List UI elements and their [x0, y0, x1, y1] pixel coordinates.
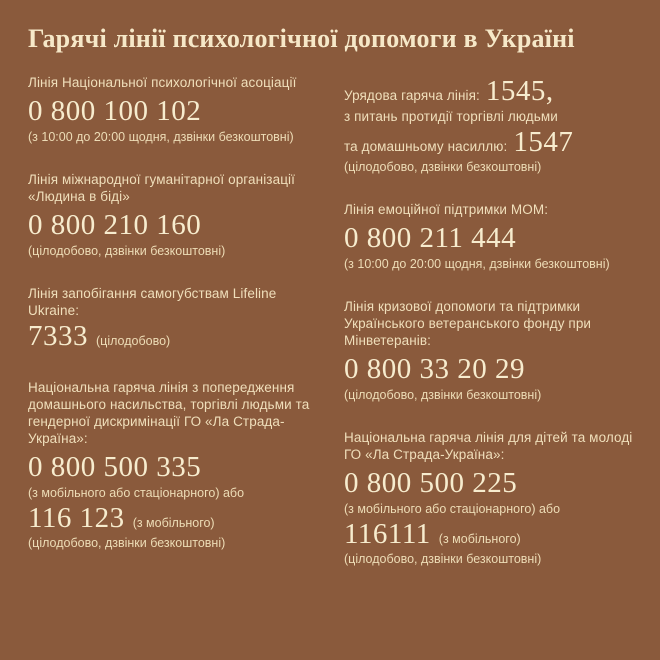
- hotline-note: (з мобільного або стаціонарного) або: [344, 502, 561, 516]
- hotline-number: 0 800 33 20 29: [344, 353, 525, 385]
- hotline-number: 7333: [28, 320, 88, 352]
- hotline-number: 0 800 500 335: [28, 451, 202, 483]
- hotline-note-secondary: (з мобільного): [132, 516, 215, 530]
- hotline-entry-government: [344, 74, 640, 175]
- hotline-entry-iom-emotional-support: [344, 201, 640, 272]
- hotline-note: (цілодобово, дзвінки безкоштовні): [344, 160, 542, 174]
- hotline-number: 1545,: [485, 75, 554, 107]
- hotline-number: 0 800 211 444: [344, 222, 517, 254]
- hotline-note: (з 10:00 до 20:00 щодня, дзвінки безкоштовні): [344, 257, 610, 271]
- hotline-note: (цілодобово): [96, 334, 171, 348]
- hotline-label: Лінія міжнародної гуманітарної організації «Людина в біді»: [28, 172, 295, 204]
- hotline-number: 0 800 500 225: [344, 467, 518, 499]
- hotline-note-secondary: (з мобільного): [438, 532, 521, 546]
- hotline-columns: [0, 74, 660, 593]
- hotline-label: Національна гаряча лінія з попередження домашнього насильства, торгівлі людьми та гендерної дискримінації ГО «Ла Страда-Україна»:: [28, 380, 310, 446]
- hotline-label: Лінія емоційної підтримки МОМ:: [344, 202, 549, 217]
- hotline-number: 0 800 210 160: [28, 209, 202, 241]
- hotline-note: (з 10:00 до 20:00 щодня, дзвінки безкоштовні): [28, 130, 294, 144]
- hotline-label: Лінія Національної психологічної асоціації: [28, 75, 297, 90]
- hotline-label: Урядова гаряча лінія:: [344, 88, 480, 103]
- hotline-note: (з мобільного або стаціонарного) або: [28, 486, 245, 500]
- left-column: [0, 74, 330, 593]
- right-column: [330, 74, 660, 593]
- hotline-note: (цілодобово, дзвінки безкоштовні): [28, 244, 226, 258]
- hotline-entry-people-in-need: [28, 171, 316, 259]
- hotline-label-secondary: з питань протидії торгівлі людьми: [344, 109, 558, 124]
- hotline-note: (цілодобово, дзвінки безкоштовні): [344, 388, 542, 402]
- hotline-entry-psych-association: [28, 74, 316, 145]
- hotline-label-tertiary: та домашньому насиллю:: [344, 139, 508, 154]
- page-title: Гарячі лінії психологічної допомоги в Україні: [28, 24, 575, 53]
- hotline-note-tertiary: (цілодобово, дзвінки безкоштовні): [344, 552, 542, 566]
- hotline-number: 0 800 100 102: [28, 95, 202, 127]
- hotline-number-secondary: 116 123: [28, 502, 125, 534]
- hotline-label: Лінія запобігання самогубствам Lifeline Ukraine:: [28, 286, 277, 318]
- hotline-entry-lifeline-ukraine: [28, 285, 316, 353]
- hotline-number-secondary: 116111: [344, 518, 431, 550]
- hotline-number-secondary: 1547: [513, 126, 574, 158]
- hotline-label: Лінія кризової допомоги та підтримки Українського ветеранського фонду при Мінветеранів:: [344, 299, 592, 348]
- hotline-label-row-secondary: [344, 125, 640, 159]
- hotline-entry-la-strada-children: [344, 429, 640, 567]
- hotline-number-row-secondary: [28, 501, 316, 535]
- hotline-number-row: [28, 319, 316, 353]
- hotline-note-tertiary: (цілодобово, дзвінки безкоштовні): [28, 536, 226, 550]
- hotline-entry-la-strada-national: [28, 379, 316, 551]
- hotline-number-row-secondary: [344, 517, 640, 551]
- hotline-label-row: [344, 74, 640, 108]
- hotline-entry-veterans-fund: [344, 298, 640, 403]
- hotline-label: Національна гаряча лінія для дітей та молоді ГО «Ла Страда-Україна»:: [344, 430, 633, 462]
